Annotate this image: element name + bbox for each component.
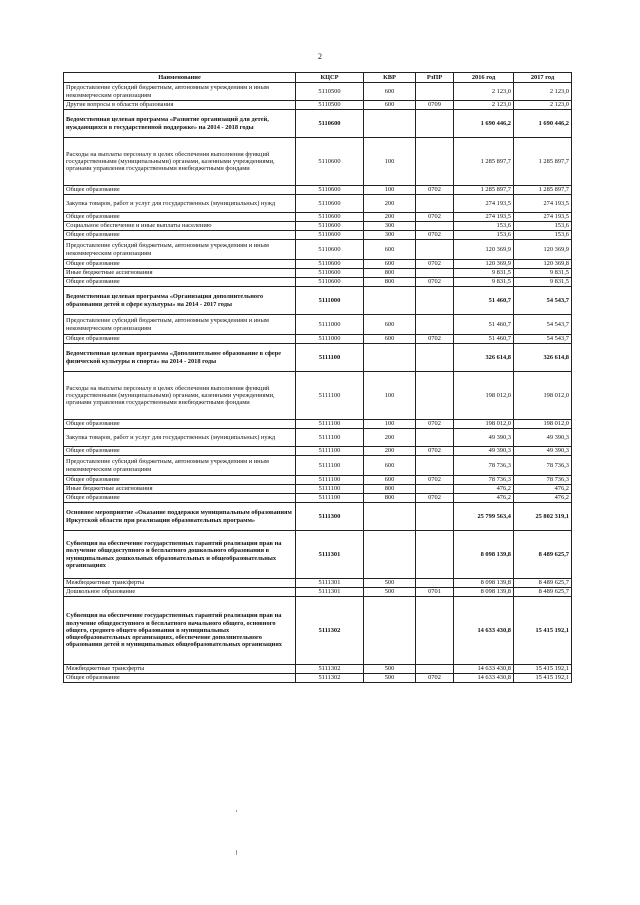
row-name-cell: Социальное обеспечение и иные выплаты населению [64,222,296,231]
row-kcsr-cell: 5111100 [296,447,364,456]
row-kvr-cell: 200 [364,195,416,213]
table-row [64,110,572,138]
row-rzpr-cell: 0702 [416,674,454,683]
row-2017-cell: 49 390,3 [514,429,572,447]
row-name-cell: Предоставление субсидий бюджетным, автономным учреждениям и иным некоммерческим организациям [64,83,296,101]
row-kcsr-cell: 5111301 [296,531,364,579]
row-2016-cell: 326 614,8 [454,344,514,372]
row-kvr-cell: 800 [364,494,416,503]
row-rzpr-cell [416,456,454,476]
row-2017-cell: 49 390,3 [514,447,572,456]
table-row [64,503,572,531]
row-2017-cell: 274 193,5 [514,195,572,213]
row-2016-cell: 198 012,0 [454,420,514,429]
row-kcsr-cell: 5111100 [296,456,364,476]
row-name-cell: Субвенция на обеспечение государственных гарантий реализации прав на получение общедоступного и бесплатного начального общего, основного общего, среднего общего образования в муниципальных общеобразовательных организациях, обеспечение дополнительного образования детей в муниципальных общеобразовательных организациях [64,597,296,665]
row-2017-cell: 78 736,3 [514,476,572,485]
row-2017-cell: 198 012,0 [514,420,572,429]
row-kvr-cell: 800 [364,485,416,494]
row-kvr-cell: 600 [364,476,416,485]
row-rzpr-cell [416,665,454,674]
row-2016-cell: 78 736,3 [454,456,514,476]
row-2016-cell: 51 460,7 [454,335,514,344]
table-row [64,186,572,195]
column-header-kvr: КВР [364,73,416,83]
row-rzpr-cell [416,579,454,588]
row-2017-cell: 25 802 319,1 [514,503,572,531]
row-kvr-cell: 300 [364,222,416,231]
row-rzpr-cell: 0702 [416,231,454,240]
table-row [64,195,572,213]
row-name-cell: Межбюджетные трансферты [64,665,296,674]
row-2016-cell: 274 193,5 [454,195,514,213]
row-rzpr-cell: 0702 [416,335,454,344]
row-2016-cell: 1 285 897,7 [454,186,514,195]
row-rzpr-cell [416,138,454,186]
row-name-cell: Предоставление субсидий бюджетным, автономным учреждениям и иным некоммерческим организациям [64,240,296,260]
row-2017-cell: 8 489 625,7 [514,531,572,579]
row-name-cell: Ведомственная целевая программа «Дополнительное образование в сфере физической культуры и спорта» на 2014 - 2018 годы [64,344,296,372]
row-kcsr-cell: 5111100 [296,476,364,485]
row-rzpr-cell [416,503,454,531]
row-rzpr-cell [416,195,454,213]
row-kcsr-cell: 5110600 [296,186,364,195]
row-2017-cell: 15 415 192,1 [514,665,572,674]
row-kcsr-cell: 5110600 [296,110,364,138]
table-row [64,579,572,588]
table-row [64,531,572,579]
row-2016-cell: 2 123,0 [454,101,514,110]
row-name-cell: Закупка товаров, работ и услуг для государственных (муниципальных) нужд [64,195,296,213]
row-2017-cell: 153,6 [514,222,572,231]
row-rzpr-cell: 0702 [416,260,454,269]
row-2016-cell: 9 831,5 [454,269,514,278]
row-rzpr-cell: 0702 [416,494,454,503]
table-row [64,447,572,456]
row-2017-cell: 476,2 [514,494,572,503]
table-row [64,278,572,287]
row-kcsr-cell: 5110600 [296,278,364,287]
row-2016-cell: 198 012,0 [454,372,514,420]
row-kvr-cell: 100 [364,186,416,195]
row-kcsr-cell: 5111301 [296,588,364,597]
table-row [64,315,572,335]
row-name-cell: Общее образование [64,231,296,240]
row-kvr-cell: 600 [364,315,416,335]
row-kcsr-cell: 5110600 [296,213,364,222]
row-kvr-cell: 600 [364,260,416,269]
row-2017-cell: 54 543,7 [514,335,572,344]
row-rzpr-cell [416,287,454,315]
row-name-cell: Иные бюджетные ассигнования [64,485,296,494]
row-2017-cell: 326 614,8 [514,344,572,372]
row-kvr-cell [364,531,416,579]
row-2016-cell: 153,6 [454,222,514,231]
row-name-cell: Общее образование [64,335,296,344]
table-row [64,456,572,476]
row-kvr-cell [364,344,416,372]
row-name-cell: Расходы на выплаты персоналу в целях обеспечения выполнения функций государственными (муниципальными) органами, казенными учреждениями, органами управления государственными внебюджетными фондами [64,138,296,186]
row-kcsr-cell: 5110500 [296,101,364,110]
table-body [64,83,572,683]
row-kvr-cell: 600 [364,335,416,344]
row-kvr-cell [364,287,416,315]
row-2016-cell: 120 369,9 [454,260,514,269]
row-kvr-cell: 500 [364,579,416,588]
row-name-cell: Ведомственная целевая программа «Организация дополнительного образования детей в сфере культуры» на 2014 - 2017 годы [64,287,296,315]
row-name-cell: Общее образование [64,213,296,222]
row-name-cell: Общее образование [64,278,296,287]
row-name-cell: Предоставление субсидий бюджетным, автономным учреждениям и иным некоммерческим организациям [64,456,296,476]
table-row [64,213,572,222]
row-rzpr-cell: 0702 [416,420,454,429]
row-2016-cell: 120 369,9 [454,240,514,260]
table-row [64,485,572,494]
row-2017-cell: 120 369,8 [514,260,572,269]
row-kvr-cell: 600 [364,240,416,260]
row-2016-cell: 51 460,7 [454,315,514,335]
row-rzpr-cell [416,485,454,494]
column-header-kcsr: КЦСР [296,73,364,83]
row-2017-cell: 476,2 [514,485,572,494]
row-2017-cell: 120 369,9 [514,240,572,260]
row-2016-cell: 14 633 430,8 [454,665,514,674]
row-2017-cell: 198 012,0 [514,372,572,420]
table-row [64,269,572,278]
row-name-cell: Основное мероприятие «Оказание поддержки муниципальным образованиям Иркутской области при реализации образовательных программ» [64,503,296,531]
row-2017-cell: 2 123,0 [514,101,572,110]
row-kcsr-cell: 5110600 [296,231,364,240]
row-kvr-cell: 600 [364,83,416,101]
column-header-rzpr: РзПР [416,73,454,83]
column-header-2017: 2017 год [514,73,572,83]
row-2017-cell: 8 489 625,7 [514,579,572,588]
row-name-cell: Межбюджетные трансферты [64,579,296,588]
row-kcsr-cell: 5111100 [296,429,364,447]
row-name-cell: Субвенция на обеспечение государственных гарантий реализации прав на получение общедоступного и бесплатного дошкольного образования в муниципальных дошкольных образовательных и общеобразовательных организациях [64,531,296,579]
row-name-cell: Ведомственная целевая программа «Развитие организаций для детей, нуждающихся в государственной поддержке» на 2014 - 2018 годы [64,110,296,138]
row-name-cell: Общее образование [64,476,296,485]
row-2017-cell: 15 415 192,1 [514,674,572,683]
row-2017-cell: 1 285 897,7 [514,138,572,186]
row-rzpr-cell: 0702 [416,447,454,456]
row-kvr-cell: 300 [364,231,416,240]
table-row [64,476,572,485]
table-row [64,101,572,110]
row-rzpr-cell [416,315,454,335]
row-kcsr-cell: 5111100 [296,372,364,420]
row-name-cell: Общее образование [64,186,296,195]
table-header-row [64,73,572,83]
row-2017-cell: 2 123,0 [514,83,572,101]
scan-mark [236,850,237,855]
row-2016-cell: 8 098 139,8 [454,588,514,597]
row-2016-cell: 78 736,3 [454,476,514,485]
row-name-cell: Общее образование [64,674,296,683]
row-2016-cell: 274 193,5 [454,213,514,222]
row-rzpr-cell [416,372,454,420]
row-2016-cell: 14 633 430,8 [454,674,514,683]
row-2016-cell: 25 799 563,4 [454,503,514,531]
row-rzpr-cell [416,222,454,231]
row-kcsr-cell: 5111000 [296,287,364,315]
row-kvr-cell: 100 [364,372,416,420]
row-kvr-cell: 500 [364,665,416,674]
scan-mark [236,810,237,812]
row-2016-cell: 1 690 446,2 [454,110,514,138]
row-rzpr-cell [416,83,454,101]
row-2017-cell: 8 489 625,7 [514,588,572,597]
row-rzpr-cell: 0702 [416,186,454,195]
row-kvr-cell [364,110,416,138]
table-row [64,138,572,186]
budget-table [63,72,572,683]
row-rzpr-cell [416,597,454,665]
row-rzpr-cell: 0702 [416,278,454,287]
row-2017-cell: 9 831,5 [514,269,572,278]
table-row [64,83,572,101]
table-row [64,231,572,240]
row-2016-cell: 51 460,7 [454,287,514,315]
row-name-cell: Другие вопросы в области образования [64,101,296,110]
row-kvr-cell: 800 [364,278,416,287]
column-header-2016: 2016 год [454,73,514,83]
row-kvr-cell: 600 [364,456,416,476]
row-2016-cell: 14 633 430,8 [454,597,514,665]
row-kvr-cell [364,597,416,665]
row-kcsr-cell: 5110600 [296,269,364,278]
row-2016-cell: 2 123,0 [454,83,514,101]
row-2017-cell: 274 193,5 [514,213,572,222]
table-row [64,597,572,665]
row-kcsr-cell: 5111100 [296,485,364,494]
row-2016-cell: 49 390,3 [454,429,514,447]
row-rzpr-cell: 0709 [416,101,454,110]
row-name-cell: Общее образование [64,447,296,456]
row-2017-cell: 153,6 [514,231,572,240]
row-kcsr-cell: 5110600 [296,240,364,260]
row-rzpr-cell: 0701 [416,588,454,597]
row-2016-cell: 153,6 [454,231,514,240]
row-rzpr-cell [416,269,454,278]
row-kcsr-cell: 5111000 [296,315,364,335]
row-kcsr-cell: 5111302 [296,674,364,683]
table-row [64,240,572,260]
row-kcsr-cell: 5111100 [296,344,364,372]
row-name-cell: Общее образование [64,420,296,429]
row-kvr-cell: 600 [364,101,416,110]
row-2017-cell: 54 543,7 [514,315,572,335]
row-kcsr-cell: 5111000 [296,335,364,344]
row-kvr-cell: 200 [364,213,416,222]
row-kcsr-cell: 5110600 [296,138,364,186]
row-kvr-cell: 100 [364,420,416,429]
row-kcsr-cell: 5111300 [296,503,364,531]
table-row [64,344,572,372]
column-header-name: Наименование [64,73,296,83]
row-name-cell: Предоставление субсидий бюджетным, автономным учреждениям и иным некоммерческим организациям [64,315,296,335]
row-kcsr-cell: 5111302 [296,597,364,665]
row-kcsr-cell: 5110600 [296,222,364,231]
row-2017-cell: 9 831,5 [514,278,572,287]
row-2017-cell: 15 415 192,1 [514,597,572,665]
table-row [64,372,572,420]
row-kvr-cell: 100 [364,138,416,186]
row-rzpr-cell: 0702 [416,476,454,485]
table-row [64,588,572,597]
row-kvr-cell: 200 [364,429,416,447]
row-kvr-cell: 500 [364,674,416,683]
row-rzpr-cell [416,531,454,579]
row-2017-cell: 1 690 446,2 [514,110,572,138]
row-2016-cell: 8 098 139,8 [454,531,514,579]
table-row [64,335,572,344]
row-kcsr-cell: 5111302 [296,665,364,674]
row-kcsr-cell: 5111301 [296,579,364,588]
row-2016-cell: 49 390,3 [454,447,514,456]
table-row [64,429,572,447]
row-2016-cell: 8 098 139,8 [454,579,514,588]
row-2017-cell: 78 736,3 [514,456,572,476]
row-kcsr-cell: 5111100 [296,420,364,429]
row-2016-cell: 1 285 897,7 [454,138,514,186]
row-kcsr-cell: 5110600 [296,195,364,213]
row-kcsr-cell: 5110600 [296,260,364,269]
row-rzpr-cell [416,344,454,372]
row-kcsr-cell: 5110500 [296,83,364,101]
row-name-cell: Закупка товаров, работ и услуг для государственных (муниципальных) нужд [64,429,296,447]
table-row [64,287,572,315]
row-rzpr-cell [416,110,454,138]
row-kcsr-cell: 5111100 [296,494,364,503]
row-2017-cell: 54 543,7 [514,287,572,315]
table-row [64,420,572,429]
row-kvr-cell: 800 [364,269,416,278]
row-2016-cell: 9 831,5 [454,278,514,287]
row-kvr-cell: 500 [364,588,416,597]
row-2016-cell: 476,2 [454,494,514,503]
row-name-cell: Иные бюджетные ассигнования [64,269,296,278]
row-kvr-cell [364,503,416,531]
row-kvr-cell: 200 [364,447,416,456]
row-name-cell: Расходы на выплаты персоналу в целях обеспечения выполнения функций государственными (муниципальными) органами, казенными учреждениями, органами управления государственными внебюджетными фондами [64,372,296,420]
row-rzpr-cell: 0702 [416,213,454,222]
table-row [64,222,572,231]
row-name-cell: Дошкольное образование [64,588,296,597]
page-number: 2 [318,52,322,61]
row-name-cell: Общее образование [64,494,296,503]
table-row [64,674,572,683]
table-row [64,260,572,269]
row-rzpr-cell [416,429,454,447]
row-2017-cell: 1 285 897,7 [514,186,572,195]
row-2016-cell: 476,2 [454,485,514,494]
row-name-cell: Общее образование [64,260,296,269]
row-rzpr-cell [416,240,454,260]
table-row [64,665,572,674]
table-row [64,494,572,503]
